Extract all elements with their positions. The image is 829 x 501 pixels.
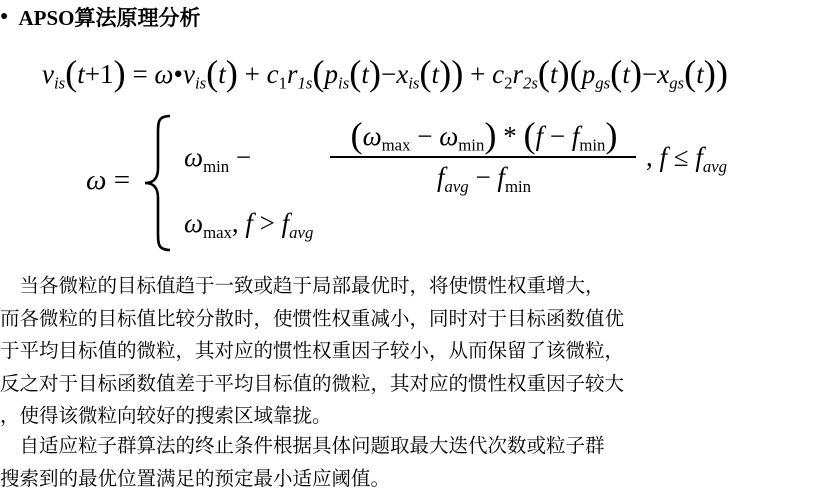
fraction-denominator: $f_{avg} - f_{min}$ [437, 162, 531, 196]
paragraph-line: ，使得该微粒向较好的搜索区域靠拢。 [0, 404, 332, 427]
paragraph-line: 于平均目标值的微粒，其对应的惯性权重因子较小，从而保留了该微粒， [0, 339, 625, 362]
fraction-numerator: $(\omega_{max} - \omega_{min}) * (f - f_{min})$ [350, 115, 618, 155]
case-1-condition: , $f \le f_{avg}$ [646, 142, 728, 176]
explanation-paragraph [0, 270, 829, 433]
paragraph-line: 搜索到的最优位置满足的预定最小适应阈值。 [0, 466, 391, 490]
paragraph-line: 反之对于目标函数值差于平均目标值的微粒，其对应的惯性权重因子较大 [0, 371, 625, 395]
omega-lhs: ω = [86, 164, 131, 196]
bullet-icon: ● [0, 9, 9, 24]
section-heading [0, 2, 200, 32]
paragraph-line: 当各微粒的目标值趋于一致或趋于局部最优时，将使惯性权重增大， [0, 274, 605, 297]
inertia-weight-formula: ω = $\omega_{min}$ − $(\omega_{max} - \omega_{min}) * (f - f_{min})$ $f_{avg} - f_{min}$ , $f \le f_{avg}$ $\omega_{max}$, $f > f_{avg}$ [86, 112, 686, 254]
section-title: APSO算法原理分析 [18, 6, 201, 30]
termination-paragraph [0, 430, 829, 495]
paragraph-line: 自适应粒子群算法的终止条件根据具体问题取最大迭代次数或粒子群 [0, 434, 605, 457]
inertia-case-2: $\omega_{max}$, $f > f_{avg}$ [184, 208, 314, 242]
fraction-bar [330, 156, 636, 158]
paragraph-line: 而各微粒的目标值比较分散时，使惯性权重减小，同时对于目标函数值优 [0, 306, 625, 330]
left-brace-icon [140, 112, 176, 254]
velocity-update-formula: $v_{is}(t+1)$ = $\omega•v_{is}(t) + c_1r_{1s}(p_{is}(t)-x_{is}(t)) + c_2r_{2s}(t)(p_{gs}(t)-x_{gs}(t))$ [42, 53, 729, 93]
